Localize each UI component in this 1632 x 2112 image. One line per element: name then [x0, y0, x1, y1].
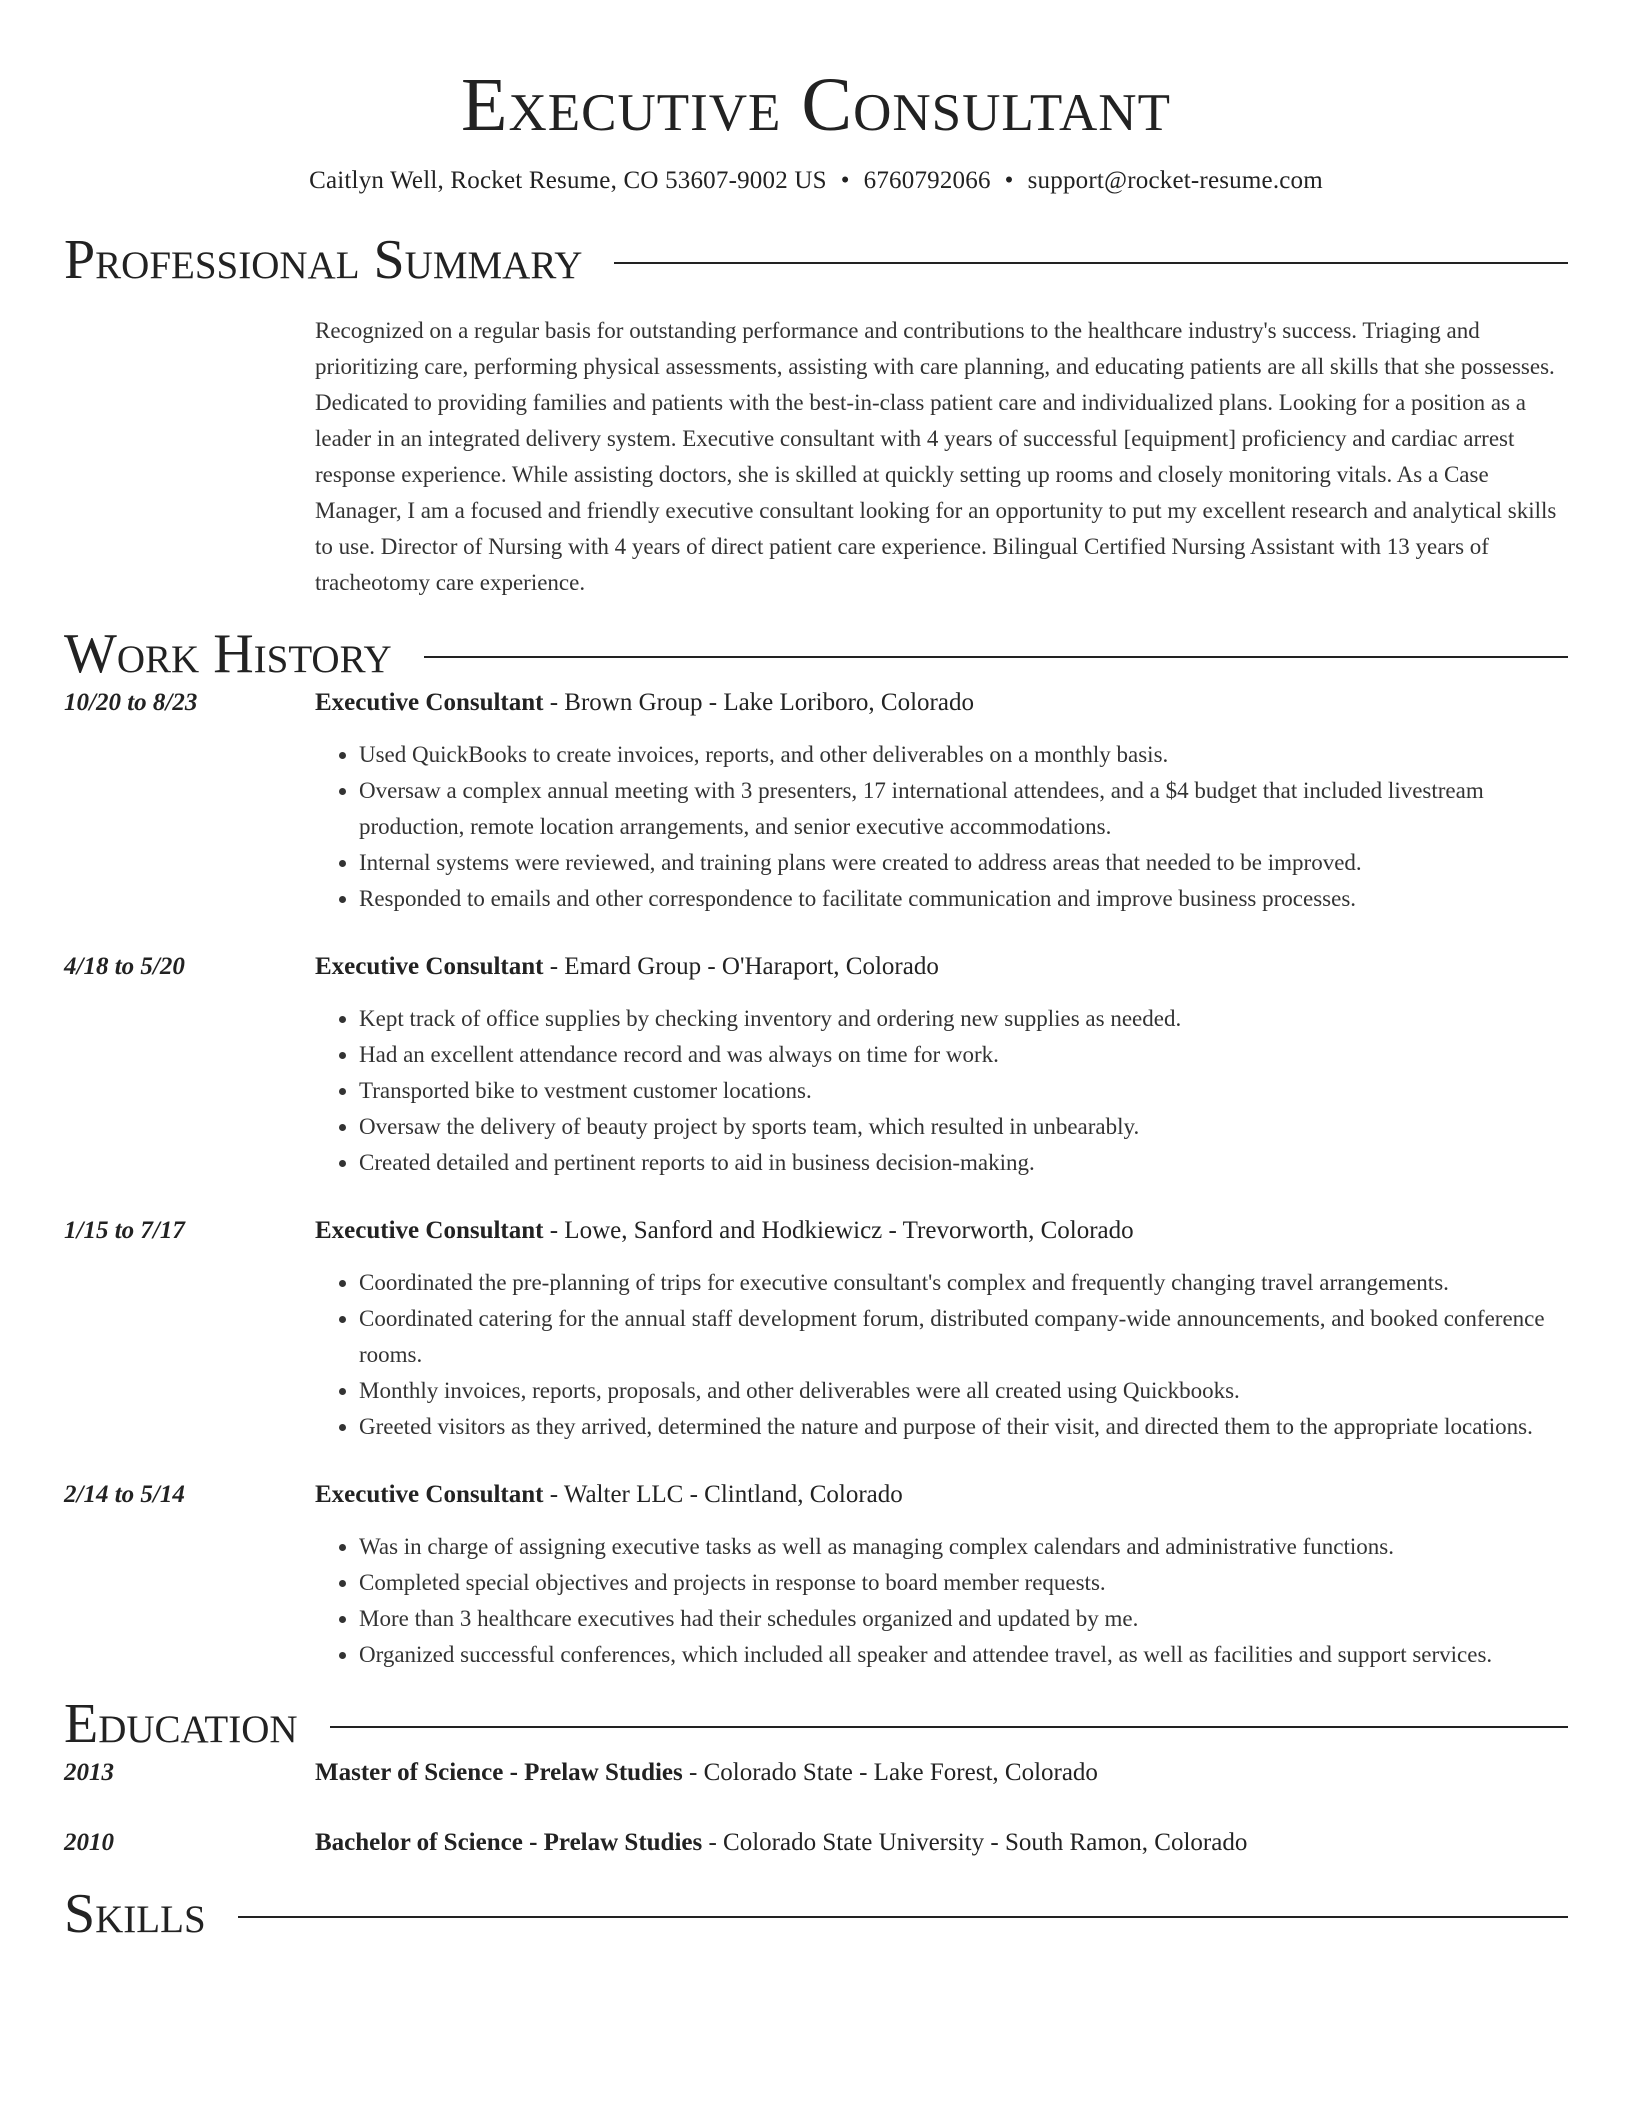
skills-section [64, 1883, 1568, 1945]
education-year: 2010 [64, 1829, 114, 1856]
job-bullet: • More than 3 healthcare executives had their schedules organized and updated by me. [359, 1601, 1568, 1637]
resume-title: Executive Consultant [461, 63, 1171, 147]
job-title: Executive Consultant [315, 1481, 544, 1508]
job-header [315, 1213, 1568, 1249]
education-year: 2013 [64, 1759, 114, 1786]
job-title: Executive Consultant [315, 953, 544, 980]
summary-section [64, 229, 1568, 601]
education-details: - Colorado State University - South Ramon, Colorado [702, 1829, 1248, 1856]
job-bullet: • Oversaw the delivery of beauty project by sports team, which resulted in unbearably. [359, 1109, 1568, 1145]
contact-phone: 6760792066 [863, 167, 991, 194]
job-bullet: • Coordinated catering for the annual staff development forum, distributed company-wide announcements, and booked conference rooms. [359, 1301, 1568, 1373]
job-bullets [315, 737, 1568, 917]
job-entry [64, 949, 1568, 1181]
education-body [315, 1825, 1568, 1861]
job-bullet: • Created detailed and pertinent reports to aid in business decision-making. [359, 1145, 1568, 1181]
job-bullets [315, 1265, 1568, 1445]
job-dates: 2/14 to 5/14 [64, 1481, 185, 1508]
section-divider [330, 1726, 1568, 1728]
job-bullet: • Responded to emails and other correspondence to facilitate communication and improve business processes. [359, 881, 1568, 917]
job-entry [64, 685, 1568, 917]
summary-heading: Professional Summary [64, 229, 583, 291]
job-details: - Walter LLC - Clintland, Colorado [543, 1481, 903, 1508]
education-degree: Bachelor of Science - Prelaw Studies [315, 1829, 703, 1856]
education-section [64, 1693, 1568, 1861]
work-history-section [64, 623, 1568, 1673]
job-body [315, 685, 1568, 917]
job-bullet: • Organized successful conferences, which included all speaker and attendee travel, as well as facilities and support services. [359, 1637, 1568, 1673]
job-details: - Emard Group - O'Haraport, Colorado [543, 953, 939, 980]
job-bullet: • Transported bike to vestment customer locations. [359, 1073, 1568, 1109]
summary-text: Recognized on a regular basis for outstanding performance and contributions to the healthcare industry's success. Triaging and prioritizing care, performing physical assessments, assisting with care planning, and educating patients are all skills that she possesses. Dedicated to providing families and patients with the best-in-class patient care and individualized plans. Looking for a position as a leader in an integrated delivery system. Executive consultant with 4 years of successful [equipment] proficiency and cardiac arrest response experience. While assisting doctors, she is skilled at quickly setting up rooms and closely monitoring vitals. As a Case Manager, I am a focused and friendly executive consultant looking for an opportunity to put my excellent research and analytical skills to use. Director of Nursing with 4 years of direct patient care experience. Bilingual Certified Nursing Assistant with 13 years of tracheotomy care experience. [315, 318, 1557, 595]
job-bullet: • Used QuickBooks to create invoices, reports, and other deliverables on a monthly basis. [359, 737, 1568, 773]
job-bullets [315, 1001, 1568, 1181]
section-header [64, 623, 1568, 685]
job-dates: 10/20 to 8/23 [64, 689, 198, 716]
contact-address: Caitlyn Well, Rocket Resume, CO 53607-9002 US [309, 167, 827, 194]
job-bullet: • Oversaw a complex annual meeting with 3 presenters, 17 international attendees, and a $4 budget that included livestream production, remote location arrangements, and senior executive accommodations. [359, 773, 1568, 845]
education-heading: Education [64, 1693, 298, 1755]
job-bullet: • Kept track of office supplies by checking inventory and ordering new supplies as needed. [359, 1001, 1568, 1037]
job-entry [64, 1477, 1568, 1673]
section-header [64, 229, 1568, 291]
job-bullet: • Was in charge of assigning executive tasks as well as managing complex calendars and administrative functions. [359, 1529, 1568, 1565]
education-degree: Master of Science - Prelaw Studies [315, 1759, 683, 1786]
education-header [315, 1825, 1568, 1861]
job-body [315, 1477, 1568, 1673]
job-bullet: • Had an excellent attendance record and was always on time for work. [359, 1037, 1568, 1073]
job-details: - Lowe, Sanford and Hodkiewicz - Trevorworth, Colorado [543, 1217, 1134, 1244]
section-divider [424, 656, 1568, 658]
education-entry [64, 1755, 1568, 1791]
education-body [315, 1755, 1568, 1791]
job-dates: 4/18 to 5/20 [64, 953, 185, 980]
job-title: Executive Consultant [315, 689, 544, 716]
job-bullet: • Monthly invoices, reports, proposals, and other deliverables were all created using Quickbooks. [359, 1373, 1568, 1409]
skills-heading: Skills [64, 1883, 206, 1945]
section-header [64, 1693, 1568, 1755]
job-dates: 1/15 to 7/17 [64, 1217, 185, 1244]
job-header [315, 1477, 1568, 1513]
job-bullet: • Coordinated the pre-planning of trips for executive consultant's complex and frequently changing travel arrangements. [359, 1265, 1568, 1301]
job-header [315, 685, 1568, 721]
job-header [315, 949, 1568, 985]
contact-line [64, 167, 1568, 195]
section-header [64, 1883, 1568, 1945]
education-header [315, 1755, 1568, 1791]
job-entry [64, 1213, 1568, 1445]
contact-email: support@rocket-resume.com [1027, 167, 1323, 194]
education-entry [64, 1825, 1568, 1861]
job-bullet: • Completed special objectives and projects in response to board member requests. [359, 1565, 1568, 1601]
job-bullet: • Greeted visitors as they arrived, determined the nature and purpose of their visit, and directed them to the appropriate locations. [359, 1409, 1568, 1445]
job-details: - Brown Group - Lake Loriboro, Colorado [543, 689, 974, 716]
job-bullet: • Internal systems were reviewed, and training plans were created to address areas that needed to be improved. [359, 845, 1568, 881]
education-details: - Colorado State - Lake Forest, Colorado [682, 1759, 1098, 1786]
work-history-heading: Work History [64, 623, 392, 685]
job-bullets [315, 1529, 1568, 1673]
job-title: Executive Consultant [315, 1217, 544, 1244]
section-divider [238, 1916, 1568, 1918]
job-body [315, 1213, 1568, 1445]
contact-separator: • [1004, 167, 1014, 194]
job-body [315, 949, 1568, 1181]
section-divider [614, 262, 1568, 264]
contact-separator: • [840, 167, 850, 194]
